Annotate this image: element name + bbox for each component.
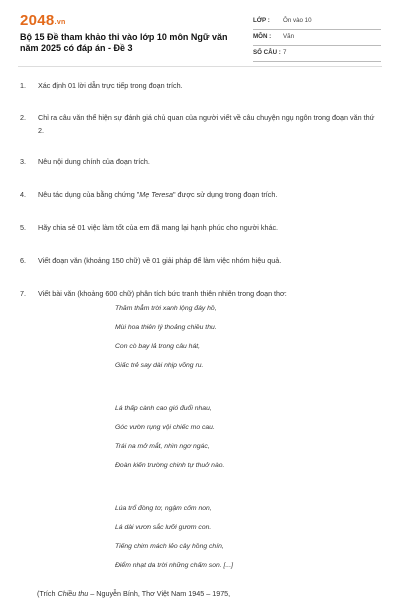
poem-line: Lá thấp cành cao gió đuổi nhau, <box>115 405 212 412</box>
meta-row-count <box>253 46 381 62</box>
poem-line: Mùi hoa thiên lý thoảng chiều thu. <box>115 324 217 331</box>
citation-part: (Trích <box>37 589 58 598</box>
citation-part: – Nguyễn Bính, Thơ Việt Nam 1945 – 1975, <box>88 589 231 598</box>
question-number: 1. <box>20 81 26 90</box>
question-text: Viết đoạn văn (khoảng 150 chữ) về 01 giải pháp để làm việc nhóm hiệu quả. <box>38 256 282 265</box>
logo-tld: .vn <box>54 19 66 26</box>
meta-key: MÔN : <box>253 33 272 40</box>
question-text-italic: Mẹ Teresa <box>139 190 173 199</box>
poem-line: Giấc trẻ say dài nhịp võng ru. <box>115 362 204 369</box>
meta-value: 7 <box>283 49 287 56</box>
meta-row-subject <box>253 30 381 46</box>
document-title: Bộ 15 Đề tham khảo thi vào lớp 10 môn Ngữ văn năm 2025 có đáp án - Đề 3 <box>20 32 228 53</box>
poem-line: Thăm thẳm trời xanh lộng đáy hồ, <box>115 305 217 312</box>
meta-value: Ôn vào 10 <box>283 17 312 24</box>
site-logo[interactable] <box>20 12 66 29</box>
question-text: Nêu nội dung chính của đoạn trích. <box>38 157 150 166</box>
poem-line: Lúa trổ đòng tơ, ngậm cốm non, <box>115 505 212 512</box>
question-number: 7. <box>20 289 26 298</box>
poem-line: Đoàn kiến trường chinh tự thuở nào. <box>115 462 225 469</box>
poem-line: Con cò bay lả trong câu hát, <box>115 343 201 350</box>
question-number: 2. <box>20 113 26 122</box>
meta-row-grade <box>253 14 381 30</box>
poem-line: Điểm nhạt da trời những chấm son. [...] <box>115 562 233 569</box>
document-header <box>0 0 400 68</box>
question-number: 5. <box>20 223 26 232</box>
question-text: Viết bài văn (khoảng 600 chữ) phân tích bức tranh thiên nhiên trong đoạn thơ: <box>38 289 287 298</box>
question-number: 3. <box>20 157 26 166</box>
logo-number: 2048 <box>20 12 55 29</box>
question-text: Hãy chia sẻ 01 việc làm tốt của em đã mang lại hạnh phúc cho người khác. <box>38 223 279 232</box>
poem-line: Lá dài vươn sắc lưỡi gươm con. <box>115 524 212 531</box>
question-number: 4. <box>20 190 26 199</box>
meta-key: SỐ CÂU : <box>253 49 281 56</box>
meta-value: Văn <box>283 33 295 40</box>
question-text: Chỉ ra câu văn thể hiện sự đánh giá chủ quan của người viết về câu chuyện ngụ ngôn trong đoạn văn thứ 2. <box>38 113 375 135</box>
meta-table <box>253 14 381 62</box>
question-text <box>38 189 380 202</box>
poem-citation <box>37 589 230 598</box>
poem-line: Góc vườn rụng vội chiếc mo cau. <box>115 424 215 431</box>
question-number: 6. <box>20 256 26 265</box>
question-text: Xác định 01 lời dẫn trực tiếp trong đoạn trích. <box>38 81 183 90</box>
citation-italic: Chiều thu <box>57 589 89 598</box>
question-text-part: Nêu tác dụng của bằng chứng " <box>38 190 140 199</box>
header-divider <box>18 66 382 67</box>
poem-line: Trái na mở mắt, nhìn ngơ ngác, <box>115 443 210 450</box>
question-text-part: " được sử dụng trong đoạn trích. <box>172 190 278 199</box>
meta-key: LỚP : <box>253 17 270 24</box>
poem-line: Tiếng chim mách lẻo cây hồng chín, <box>115 543 224 550</box>
